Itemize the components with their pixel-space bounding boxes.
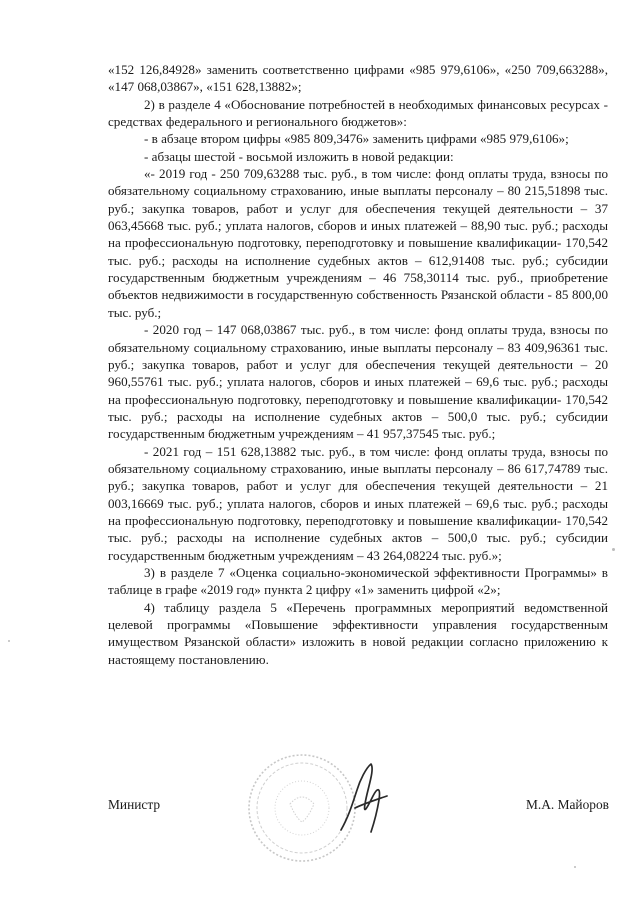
paragraph-abzacy-6-8: - абзацы шестой - восьмой изложить в новой редакции: (144, 148, 454, 164)
paragraph-year-2020: - 2020 год – 147 068,03867 тыс. руб., в том числе: фонд оплаты труда, взносы по обязательному социальному страхованию, иные выплаты персоналу – 83 409,96361 тыс. руб.; закупка товаров, работ и услуг для обеспечения текущей деятельности – 20 960,55761 тыс. руб.; уплата налогов, сборов и иных платежей – 69,6 тыс. руб.; расходы на профессиональную подготовку, переподготовку и повышение квалификации- 170,542 тыс. руб.; расходы на исполнение судебных актов – 500,0 тыс. руб.; субсидии государственным бюджетным учреждениям – 41 957,37545 тыс. руб.; (108, 322, 608, 442)
paragraph-year-2021: - 2021 год – 151 628,13882 тыс. руб., в том числе: фонд оплаты труда, взносы по обязательному социальному страхованию, иные выплаты персоналу – 86 617,74789 тыс. руб.; закупка товаров, работ и услуг для обеспечения текущей деятельности – 21 003,16669 тыс. руб.; уплата налогов, сборов и иных платежей – 69,6 тыс. руб.; расходы на профессиональную подготовку, переподготовку и повышение квалификации- 170,542 тыс. руб.; расходы на исполнение судебных актов – 500,0 тыс. руб.; субсидии государственным бюджетным учреждениям – 43 264,08224 тыс. руб.»; (108, 443, 608, 563)
paragraph-year-2019: «- 2019 год - 250 709,63288 тыс. руб., в том числе: фонд оплаты труда, взносы по обязательному социальному страхованию, иные выплаты персоналу – 80 215,51898 тыс. руб.; закупка товаров, работ и услуг для обеспечения текущей деятельности – 37 063,45668 тыс. руб.; уплата налогов, сборов и иных платежей – 88,90 тыс. руб.; расходы на профессиональную подготовку, переподготовку и повышение квалификации- 170,542 тыс. руб.; расходы на исполнение судебных актов – 612,91408 тыс. руб.; субсидии государственным бюджетным учреждениям – 46 758,30114 тыс. руб., приобретение объектов недвижимости в государственную собственность Рязанской области - 85 800,00 тыс. руб.; (108, 166, 608, 320)
paragraph-section-4-intro: 2) в разделе 4 «Обоснование потребностей в необходимых финансовых ресурсах - средствах федерального и регионального бюджетов»: (108, 96, 608, 130)
paragraph-table-section-5: 4) таблицу раздела 5 «Перечень программных мероприятий ведомственной целевой программы «Повышение эффективности управления государственным имуществом Рязанской области» изложить в новой редакции согласно приложению к настоящему постановлению. (108, 599, 608, 667)
handwritten-signature-icon (335, 760, 391, 840)
document-body (108, 61, 608, 668)
scan-speck (574, 866, 576, 868)
scan-speck (8, 640, 10, 642)
paragraph-abzac-vtoroy: - в абзаце втором цифры «985 809,3476» заменить цифрами «985 979,6106»; (144, 131, 569, 147)
signature-name: М.А. Майоров (525, 797, 609, 812)
paragraph-section-7: 3) в разделе 7 «Оценка социально-экономической эффективности Программы» в таблице в графе «2019 год» пункта 2 цифру «1» заменить цифрой «2»; (108, 564, 608, 598)
signature-position: Министр (108, 797, 161, 812)
scan-speck (612, 548, 615, 551)
paragraph-continuation: «152 126,84928» заменить соответственно цифрами «985 979,6106», «250 709,663288», «147 068,03867», «151 628,13882»; (108, 62, 608, 95)
